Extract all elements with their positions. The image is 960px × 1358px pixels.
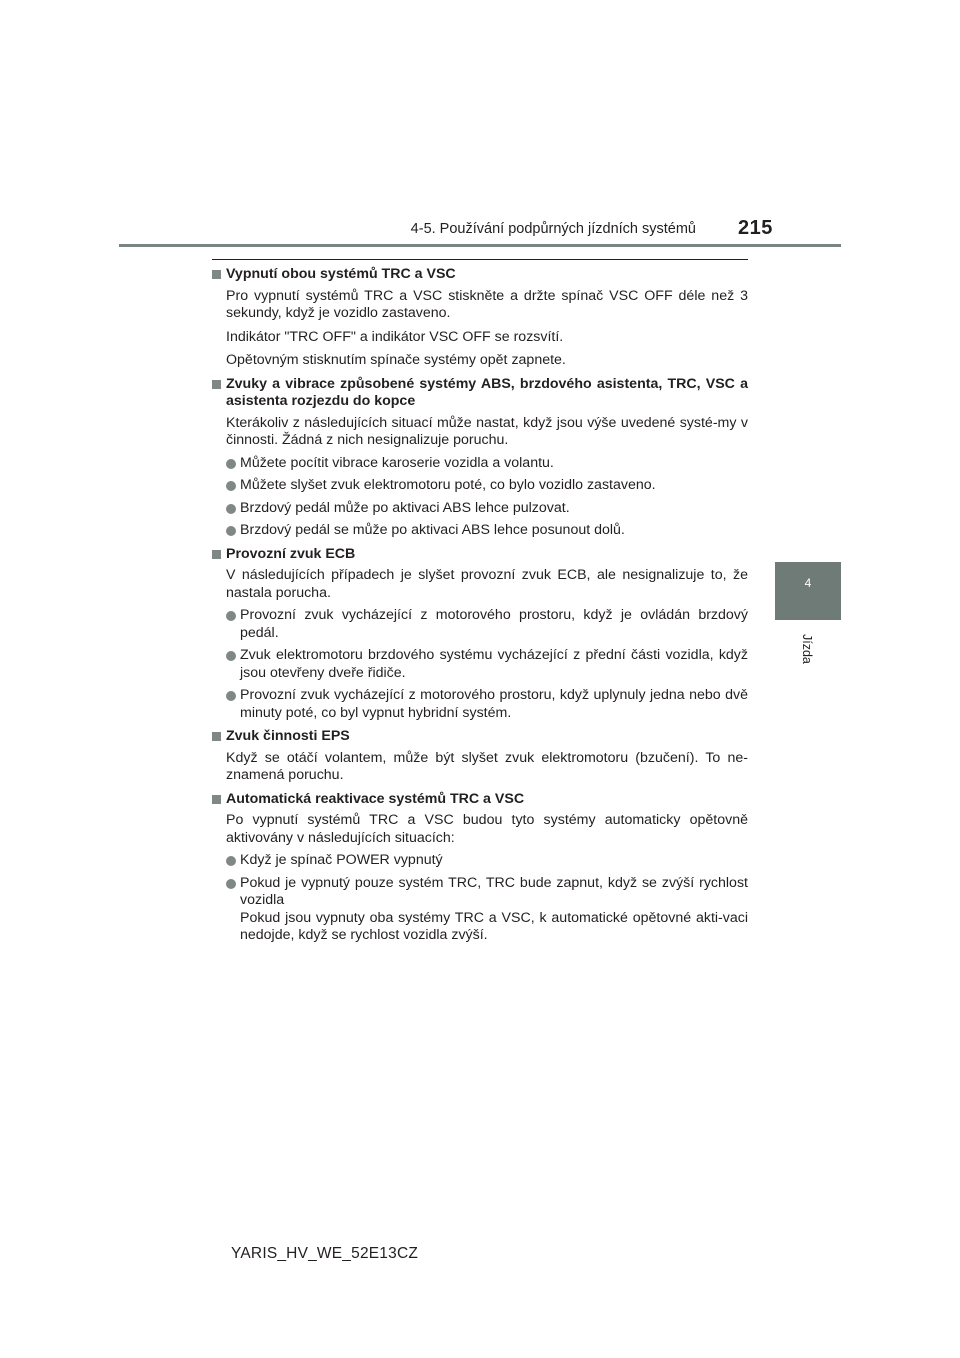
- bullet-text: Brzdový pedál může po aktivaci ABS lehce pulzovat.: [240, 499, 570, 516]
- section-heading-text: Vypnutí obou systémů TRC a VSC: [226, 266, 456, 282]
- square-bullet-icon: [212, 380, 221, 389]
- round-bullet-icon: [226, 526, 236, 536]
- paragraph: Pro vypnutí systémů TRC a VSC stiskněte a držte spínač VSC OFF déle než 3 sekundy, když je vozidlo zastaveno.: [226, 287, 748, 321]
- bullet-item: [212, 455, 748, 473]
- section-heading: [212, 546, 748, 564]
- round-bullet-icon: [226, 651, 236, 661]
- section-heading: [212, 376, 748, 411]
- paragraph: Když se otáčí volantem, může být slyšet zvuk elektromotoru (bzučení). To ne-znamená poruchu.: [226, 749, 748, 783]
- bullet-text: Můžete slyšet zvuk elektromotoru poté, co bylo vozidlo zastaveno.: [240, 477, 656, 493]
- paragraph: Kterákoliv z následujících situací může nastat, když jsou výše uvedené systé-my v činnosti. Žádná z nich nesignalizuje poruchu.: [226, 414, 748, 448]
- section-heading-text: Zvuk činnosti EPS: [226, 728, 350, 744]
- bullet-item: [212, 522, 748, 540]
- section-heading: [212, 791, 748, 809]
- paragraph: Po vypnutí systémů TRC a VSC budou tyto systémy automaticky opětovně aktivovány v následujících situacích:: [226, 812, 748, 846]
- round-bullet-icon: [226, 459, 236, 469]
- document-code: YARIS_HV_WE_52E13CZ: [231, 1245, 419, 1262]
- round-bullet-icon: [226, 856, 236, 866]
- square-bullet-icon: [212, 550, 221, 559]
- page-content: [212, 266, 748, 945]
- bullet-text: Zvuk elektromotoru brzdového systému vycházející z přední části vozidla, když jsou otevřeny dveře řidiče.: [240, 647, 748, 681]
- square-bullet-icon: [212, 795, 221, 804]
- page-number: 215: [738, 217, 773, 239]
- bullet-item: [212, 477, 748, 495]
- round-bullet-icon: [226, 504, 236, 514]
- bullet-text: Brzdový pedál se může po aktivaci ABS lehce posunout dolů.: [240, 522, 625, 538]
- section-heading-text: Automatická reaktivace systémů TRC a VSC: [226, 790, 525, 807]
- header-section-title: 4-5. Používání podpůrných jízdních systémů: [410, 221, 696, 237]
- section-heading-text: Provozní zvuk ECB: [226, 545, 356, 562]
- chapter-tab: [775, 562, 841, 620]
- paragraph: Opětovným stisknutím spínače systémy opět zapnete.: [226, 352, 566, 368]
- bullet-text: Provozní zvuk vycházející z motorového prostoru, když je ovládán brzdový pedál.: [240, 607, 748, 641]
- square-bullet-icon: [212, 270, 221, 279]
- bullet-text: Když je spínač POWER vypnutý: [240, 852, 443, 868]
- round-bullet-icon: [226, 611, 236, 621]
- round-bullet-icon: [226, 879, 236, 889]
- paragraph: Indikátor "TRC OFF" a indikátor VSC OFF se rozsvítí.: [226, 328, 564, 345]
- round-bullet-icon: [226, 481, 236, 491]
- bullet-item: [212, 607, 748, 642]
- section-heading: [212, 266, 748, 284]
- bullet-item: [212, 500, 748, 518]
- paragraph: V následujících případech je slyšet provozní zvuk ECB, ale nesignalizuje to, že nastala porucha.: [226, 567, 748, 601]
- bullet-text: Pokud je vypnutý pouze systém TRC, TRC bude zapnut, když se zvýší rychlost vozidla: [240, 874, 748, 908]
- section-heading: [212, 728, 748, 746]
- bullet-text: Provozní zvuk vycházející z motorového prostoru, když uplynuly jedna nebo dvě minuty poté, co byl vypnut hybridní systém.: [240, 687, 748, 721]
- round-bullet-icon: [226, 691, 236, 701]
- section-heading-text: Zvuky a vibrace způsobené systémy ABS, brzdového asistenta, TRC, VSC a asistenta rozjezdu do kopce: [226, 375, 748, 409]
- bullet-text: Můžete pocítit vibrace karoserie vozidla a volantu.: [240, 454, 554, 471]
- chapter-number: 4: [804, 576, 812, 590]
- top-rule: [212, 259, 748, 260]
- header-rule: [119, 244, 841, 247]
- square-bullet-icon: [212, 732, 221, 741]
- bullet-item: [212, 875, 748, 945]
- bullet-item: [212, 852, 748, 870]
- chapter-label: Jízda: [800, 634, 814, 664]
- bullet-item: [212, 687, 748, 722]
- bullet-text: Pokud jsou vypnuty oba systémy TRC a VSC, k automatické opětovné akti-vaci nedojde, když se rychlost vozidla zvýší.: [240, 909, 748, 943]
- bullet-item: [212, 647, 748, 682]
